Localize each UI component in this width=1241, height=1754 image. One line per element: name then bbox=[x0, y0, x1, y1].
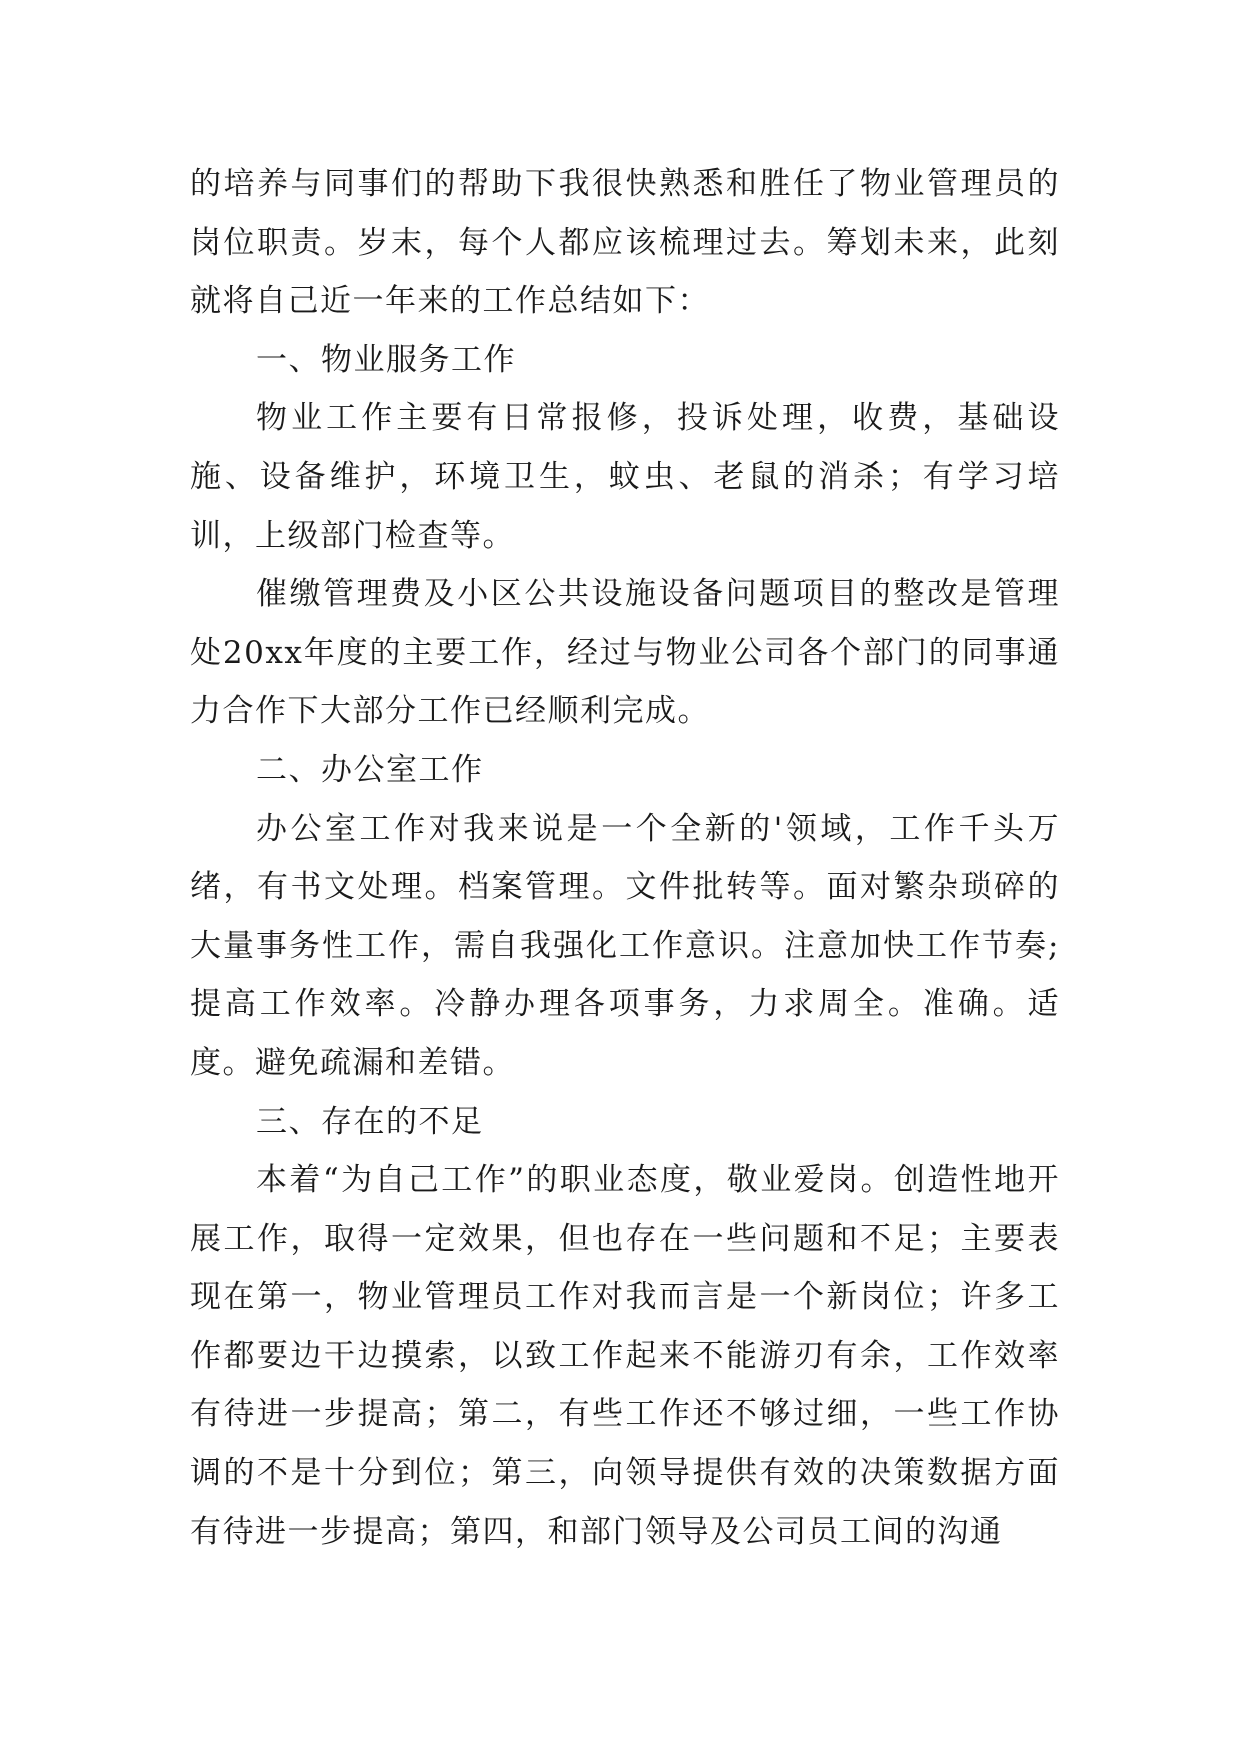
paragraph-property-duties: 物业工作主要有日常报修，投诉处理，收费，基础设施、设备维护，环境卫生，蚊虫、老鼠的消杀；有学习培训，上级部门检查等。 bbox=[190, 400, 1060, 554]
paragraph-intro: 的培养与同事们的帮助下我很快熟悉和胜任了物业管理员的岗位职责。岁末，每个人都应该梳理过去。筹划未来，此刻就将自己近一年来的工作总结如下： bbox=[190, 166, 1060, 320]
section-heading-office-work: 二、办公室工作 bbox=[256, 751, 484, 788]
document-body bbox=[190, 155, 1060, 1561]
section-heading-property-service: 一、物业服务工作 bbox=[256, 341, 516, 378]
paragraph-fee-collection: 催缴管理费及小区公共设施设备问题项目的整改是管理处20xx年度的主要工作，经过与物业公司各个部门的同事通力合作下大部分工作已经顺利完成。 bbox=[190, 576, 1060, 730]
paragraph-shortcomings: 本着“为自己工作”的职业态度，敬业爱岗。创造性地开展工作，取得一定效果，但也存在一些问题和不足；主要表现在第一，物业管理员工作对我而言是一个新岗位；许多工作都要边干边摸索，以致工作起来不能游刃有余，工作效率有待进一步提高；第二，有些工作还不够过细，一些工作协调的不是十分到位；第三，向领导提供有效的决策数据方面有待进一步提高；第四，和部门领导及公司员工间的沟通 bbox=[190, 1162, 1060, 1550]
paragraph-office-work: 办公室工作对我来说是一个全新的'领域，工作千头万绪，有书文处理。档案管理。文件批转等。面对繁杂琐碎的大量事务性工作，需自我强化工作意识。注意加快工作节奏;提高工作效率。冷静办理各项事务，力求周全。准确。适度。避免疏漏和差错。 bbox=[190, 810, 1060, 1081]
section-heading-shortcomings: 三、存在的不足 bbox=[256, 1103, 484, 1140]
